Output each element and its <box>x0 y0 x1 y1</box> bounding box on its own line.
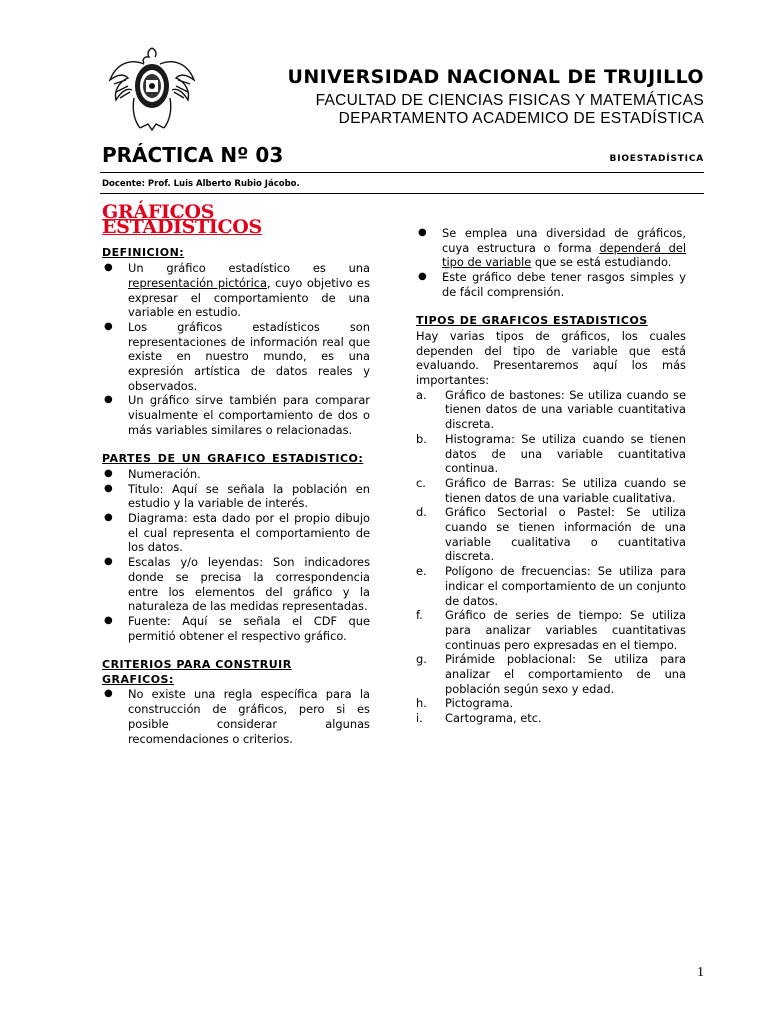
list-item: ● Un gráfico sirve también para comparar visualmente el comportamiento de dos o más variables similares o relacionadas. <box>104 393 370 437</box>
list-item: c. Gráfico de Barras: Se utiliza cuando se tienen datos de una variable cualitativa. <box>416 475 686 505</box>
list-item: ● Numeración. <box>104 466 201 481</box>
underlined-term: representación pictórica <box>128 275 268 290</box>
list-item: d. Gráfico Sectorial o Pastel: Se utiliza cuando se tienen información de una variable cualitativa o cuantitativa discreta. <box>416 505 686 564</box>
section-heading-tipos: TIPOS DE GRAFICOS ESTADISTICOS <box>416 314 648 328</box>
left-column <box>102 201 370 746</box>
list-item: a. Gráfico de bastones: Se utiliza cuando se tienen datos de una variable cuantitativa discreta. <box>416 387 686 432</box>
bullet-icon: ● <box>104 614 113 626</box>
subject-label: BIOESTADÍSTICA <box>609 154 704 164</box>
list-item: i. Cartograma, etc. <box>416 711 542 726</box>
bullet-icon: ● <box>104 556 113 568</box>
underlined-term: dependerá del tipo de variable <box>442 240 686 270</box>
bullet-icon: ● <box>104 320 113 332</box>
list-item: ● Los gráficos estadísticos son representaciones de información real que existe en nuestro mundo, es una expresión artística de datos reales y observados. <box>104 319 370 393</box>
bullet-icon: ● <box>104 512 113 524</box>
list-item: g. Pirámide poblacional: Se utiliza para analizar el comportamiento de una población según sexo y edad. <box>416 652 686 696</box>
page-number: 1 <box>697 965 704 980</box>
list-item: e. Polígono de frecuencias: Se utiliza para indicar el comportamiento de un conjunto de datos. <box>416 564 686 608</box>
tipos-list <box>416 388 686 726</box>
definicion-list <box>102 261 370 437</box>
faculty-name: FACULTAD DE CIENCIAS FISICAS Y MATEMÁTICAS <box>315 92 704 109</box>
list-item: ● Diagrama: esta dado por el propio dibujo el cual representa el comportamiento de los datos. <box>104 511 370 555</box>
right-column <box>416 226 686 726</box>
list-item: ● Escalas y/o leyendas: Son indicadores donde se precisa la correspondencia entre los elementos del gráfico y la naturaleza de las medidas representadas. <box>104 555 370 614</box>
list-item: ● Fuente: Aquí se señala el CDF que permitió obtener el respectivo gráfico. <box>104 613 370 643</box>
list-item: b. Histograma: Se utiliza cuando se tienen datos de una variable cuantitativa continua. <box>416 431 686 476</box>
tipos-intro: Hay varias tipos de gráficos, los cuales dependen del tipo de variable que está evaluando. Presentaremos aquí los más importantes: <box>416 328 686 388</box>
list-item: ● Un gráfico estadístico es una representación pictórica, cuyo objetivo es expresar el comportamiento de una variable en estudio. <box>104 261 370 320</box>
practice-title: PRÁCTICA Nº 03 <box>102 143 284 167</box>
department-name: DEPARTAMENTO ACADEMICO DE ESTADÍSTICA <box>338 110 704 127</box>
teacher-line: Docente: Prof. Luis Alberto Rubio Jácobo. <box>102 179 300 189</box>
section-heading-definicion: DEFINICION: <box>102 246 185 260</box>
bullet-icon: ● <box>104 482 113 494</box>
bullet-icon: ● <box>104 394 113 406</box>
list-item: f. Gráfico de series de tiempo: Se utiliza para analizar variables cuantitativas continuas pero expresadas en el tiempo. <box>416 608 686 652</box>
list-item: ● Se emplea una diversidad de gráficos, cuya estructura o forma dependerá del tipo de variable que se está estudiando. <box>418 226 686 270</box>
list-item: h. Pictograma. <box>416 696 514 711</box>
section-heading-criterios: CRITERIOS PARA CONSTRUIR GRAFICOS: <box>102 658 292 686</box>
bullet-icon: ● <box>104 688 113 700</box>
document-title: GRÁFICOS ESTADÍSTICOS <box>102 201 262 238</box>
list-item: ● No existe una regla específica para la construcción de gráficos, pero si es posible considerar algunas recomendaciones o criterios. <box>104 687 370 746</box>
bullet-icon: ● <box>104 262 113 274</box>
bullet-icon: ● <box>418 227 427 238</box>
header-divider-bottom <box>100 193 704 194</box>
section-heading-partes: PARTES DE UN GRAFICO ESTADISTICO: <box>102 452 364 466</box>
university-name: UNIVERSIDAD NACIONAL DE TRUJILLO <box>287 66 704 88</box>
list-item: ● Titulo: Aquí se señala la población en estudio y la variable de interés. <box>104 481 370 511</box>
criterios-list-right <box>416 226 686 300</box>
list-item: ● Este gráfico debe tener rasgos simples y de fácil comprensión. <box>418 270 686 299</box>
university-crest-logo <box>104 40 200 136</box>
bullet-icon: ● <box>418 271 427 283</box>
header-divider-top <box>100 172 704 173</box>
bullet-icon: ● <box>104 467 113 479</box>
partes-list <box>102 467 370 643</box>
criterios-list-left <box>102 687 370 746</box>
